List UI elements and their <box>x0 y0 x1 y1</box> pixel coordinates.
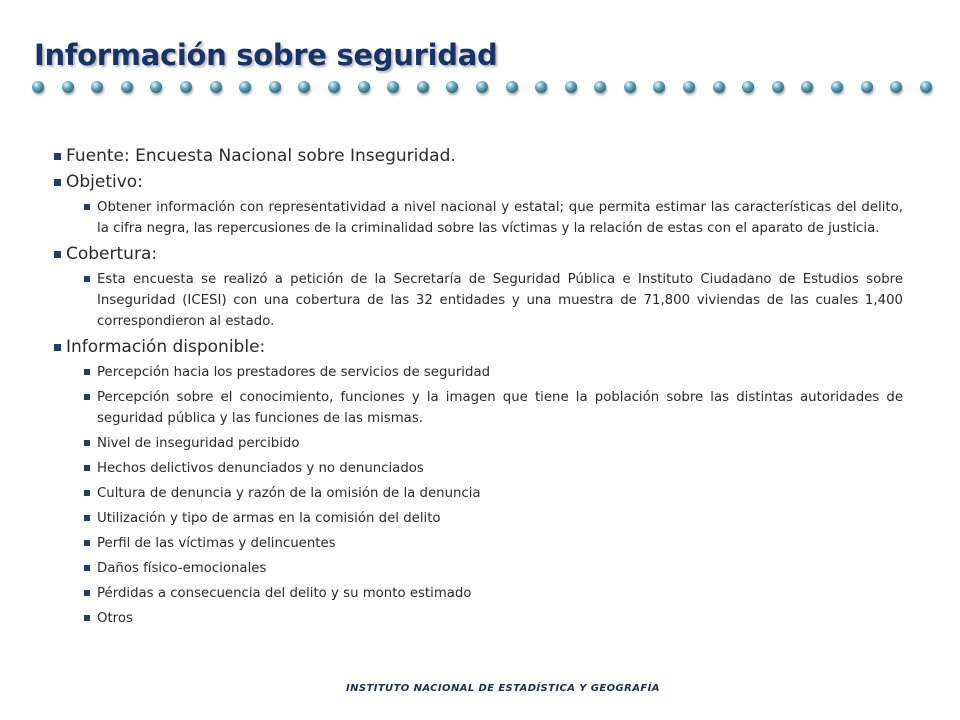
available-info-item: Otros <box>84 608 903 629</box>
available-info-item: Perfil de las víctimas y delincuentes <box>84 533 903 554</box>
decorative-dot <box>417 81 429 93</box>
decorative-dot <box>180 81 192 93</box>
available-info-item: Percepción sobre el conocimiento, funciones y la imagen que tiene la población sobre las distintas autoridades de seguridad pública y las funciones de las mismas. <box>84 387 903 429</box>
objective-text: Obtener información con representatividad a nivel nacional y estatal; que permita estimar las características del delito, la cifra negra, las repercusiones de la criminalidad sobre las víctimas y la relación de estas con el aparato de justicia. <box>84 197 903 239</box>
decorative-dot <box>535 81 547 93</box>
decorative-dot <box>446 81 458 93</box>
decorative-dot <box>594 81 606 93</box>
decorative-dot <box>91 81 103 93</box>
decorative-dot <box>239 81 251 93</box>
decorative-dot <box>121 81 133 93</box>
decorative-dot <box>920 81 932 93</box>
content-body <box>50 145 903 633</box>
available-info-item: Pérdidas a consecuencia del delito y su monto estimado <box>84 583 903 604</box>
decorative-dot <box>150 81 162 93</box>
available-info-heading: Información disponible: <box>50 336 903 358</box>
decorative-dot <box>713 81 725 93</box>
decorative-dot <box>772 81 784 93</box>
available-info-item: Hechos delictivos denunciados y no denunciados <box>84 458 903 479</box>
decorative-dot <box>269 81 281 93</box>
decorative-dot <box>683 81 695 93</box>
decorative-dot <box>298 81 310 93</box>
available-info-item: Cultura de denuncia y razón de la omisión de la denuncia <box>84 483 903 504</box>
decorative-dot <box>358 81 370 93</box>
decorative-dot <box>476 81 488 93</box>
decorative-dot <box>506 81 518 93</box>
decorative-dot <box>624 81 636 93</box>
available-info-item: Daños físico-emocionales <box>84 558 903 579</box>
decorative-dot <box>801 81 813 93</box>
coverage-text: Esta encuesta se realizó a petición de la Secretaría de Seguridad Pública e Instituto Ciudadano de Estudios sobre Inseguridad (ICESI) con una cobertura de las 32 entidades y una muestra de 71,800 viviendas de las cuales 1,400 correspondieron al estado. <box>84 269 903 332</box>
available-info-item: Percepción hacia los prestadores de servicios de seguridad <box>84 362 903 383</box>
available-info-item: Nivel de inseguridad percibido <box>84 433 903 454</box>
decorative-dot <box>653 81 665 93</box>
page-title: Información sobre seguridad <box>34 38 498 72</box>
decorative-dot <box>32 81 44 93</box>
decorative-dot <box>62 81 74 93</box>
footer-institution: INSTITUTO NACIONAL DE ESTADÍSTICA Y GEOGRAFÍA <box>346 683 660 694</box>
decorative-dot <box>387 81 399 93</box>
decorative-dot <box>831 81 843 93</box>
decorative-dot <box>565 81 577 93</box>
objective-heading: Objetivo: <box>50 171 903 193</box>
decorative-dot <box>742 81 754 93</box>
decorative-dot <box>210 81 222 93</box>
available-info-item: Utilización y tipo de armas en la comisión del delito <box>84 508 903 529</box>
decorative-dot <box>861 81 873 93</box>
decorative-dot <box>328 81 340 93</box>
decorative-dot <box>890 81 902 93</box>
title-underline-dots <box>32 78 932 96</box>
coverage-heading: Cobertura: <box>50 243 903 265</box>
source-heading: Fuente: Encuesta Nacional sobre Inseguridad. <box>50 145 903 167</box>
